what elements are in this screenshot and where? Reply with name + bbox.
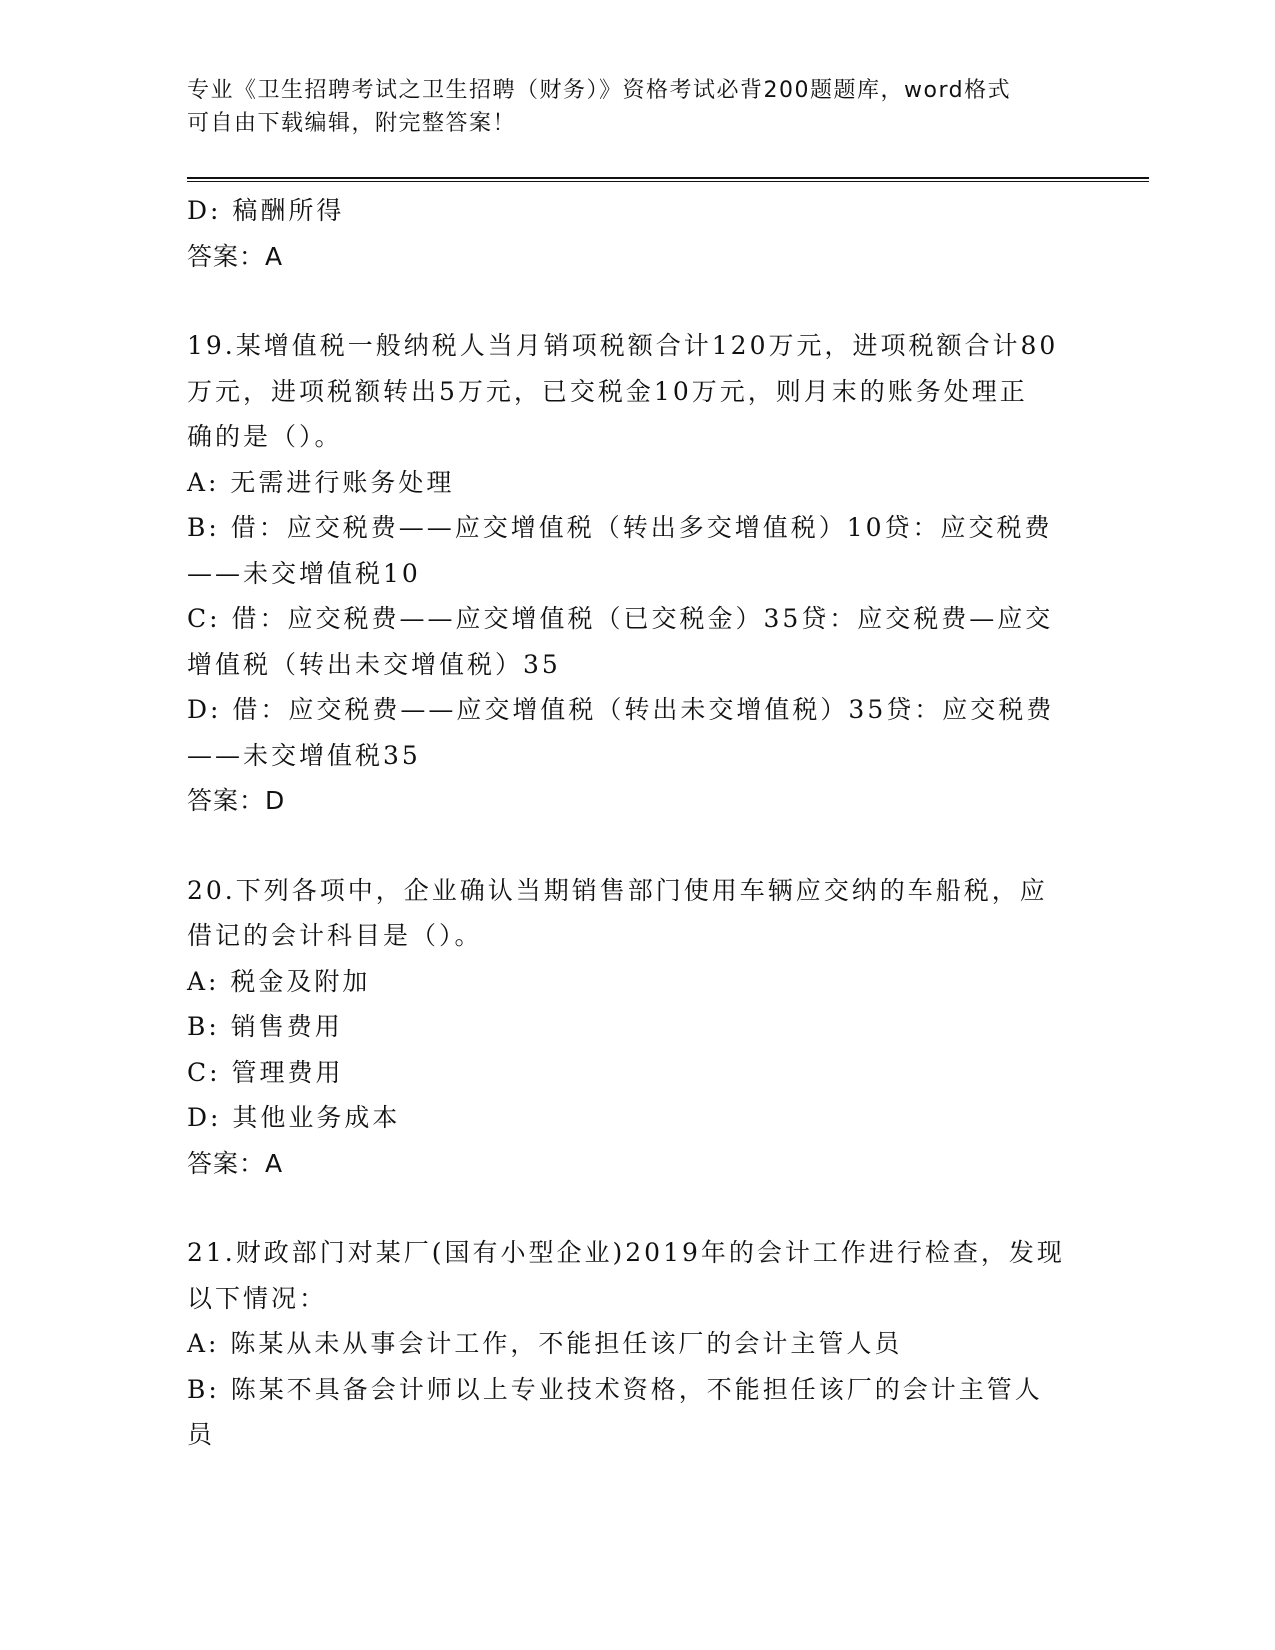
option-b-cont: ——未交增值税10 — [187, 558, 421, 588]
header-line: 专业《卫生招聘考试之卫生招聘（财务）》资格考试必背200题题库，word格式 — [187, 78, 1012, 103]
question-stem: 以下情况： — [187, 1283, 328, 1313]
option-d-cont: ——未交增值税35 — [187, 740, 421, 770]
question-21 — [187, 1230, 1087, 1458]
header-line: 可自由下载编辑，附完整答案！ — [187, 111, 517, 136]
answer-label: 答案：D — [187, 786, 286, 815]
option-c: C: 借：应交税费——应交增值税（已交税金）35贷：应交税费—应交 — [187, 604, 1054, 633]
document-body — [187, 188, 1087, 1458]
option-a: A: 陈某从未从事会计工作，不能担任该厂的会计主管人员 — [187, 1329, 903, 1358]
page-header — [187, 74, 1087, 140]
header-rule-thin — [187, 181, 1149, 182]
option-b: B: 销售费用 — [187, 1012, 343, 1041]
option-a: A: 无需进行账务处理 — [187, 467, 455, 497]
answer-label: 答案：A — [187, 1148, 284, 1178]
question-stem: 万元，进项税额转出5万元，已交税金10万元，则月末的账务处理正 — [187, 376, 1028, 406]
question-stem: 20.下列各项中，企业确认当期销售部门使用车辆应交纳的车船税，应 — [187, 875, 1048, 905]
option-d: D: 稿酬所得 — [187, 196, 345, 225]
spacer — [187, 279, 1087, 323]
question-stem: 借记的会计科目是（）。 — [187, 921, 483, 950]
header-rule — [187, 177, 1149, 179]
question-19 — [187, 323, 1087, 824]
question-stem: 19.某增值税一般纳税人当月销项税额合计120万元，进项税额合计80 — [187, 331, 1059, 360]
option-b: B: 陈某不具备会计师以上专业技术资格，不能担任该厂的会计主管人 — [187, 1374, 1043, 1404]
option-d: D: 其他业务成本 — [187, 1103, 401, 1132]
question-18-tail — [187, 188, 1087, 279]
option-b-cont: 员 — [187, 1420, 216, 1449]
option-c-cont: 增值税（转出未交增值税）35 — [187, 649, 561, 679]
question-stem: 确的是（）。 — [187, 422, 343, 451]
question-20 — [187, 868, 1087, 1187]
option-c: C: 管理费用 — [187, 1057, 344, 1087]
answer-label: 答案：A — [187, 241, 284, 271]
option-a: A: 税金及附加 — [187, 966, 371, 996]
spacer — [187, 824, 1087, 868]
question-stem: 21.财政部门对某厂(国有小型企业)2019年的会计工作进行检查，发现 — [187, 1238, 1065, 1267]
spacer — [187, 1186, 1087, 1230]
option-d: D: 借：应交税费——应交增值税（转出未交增值税）35贷：应交税费 — [187, 695, 1055, 724]
option-b: B: 借：应交税费——应交增值税（转出多交增值税）10贷：应交税费 — [187, 513, 1053, 542]
